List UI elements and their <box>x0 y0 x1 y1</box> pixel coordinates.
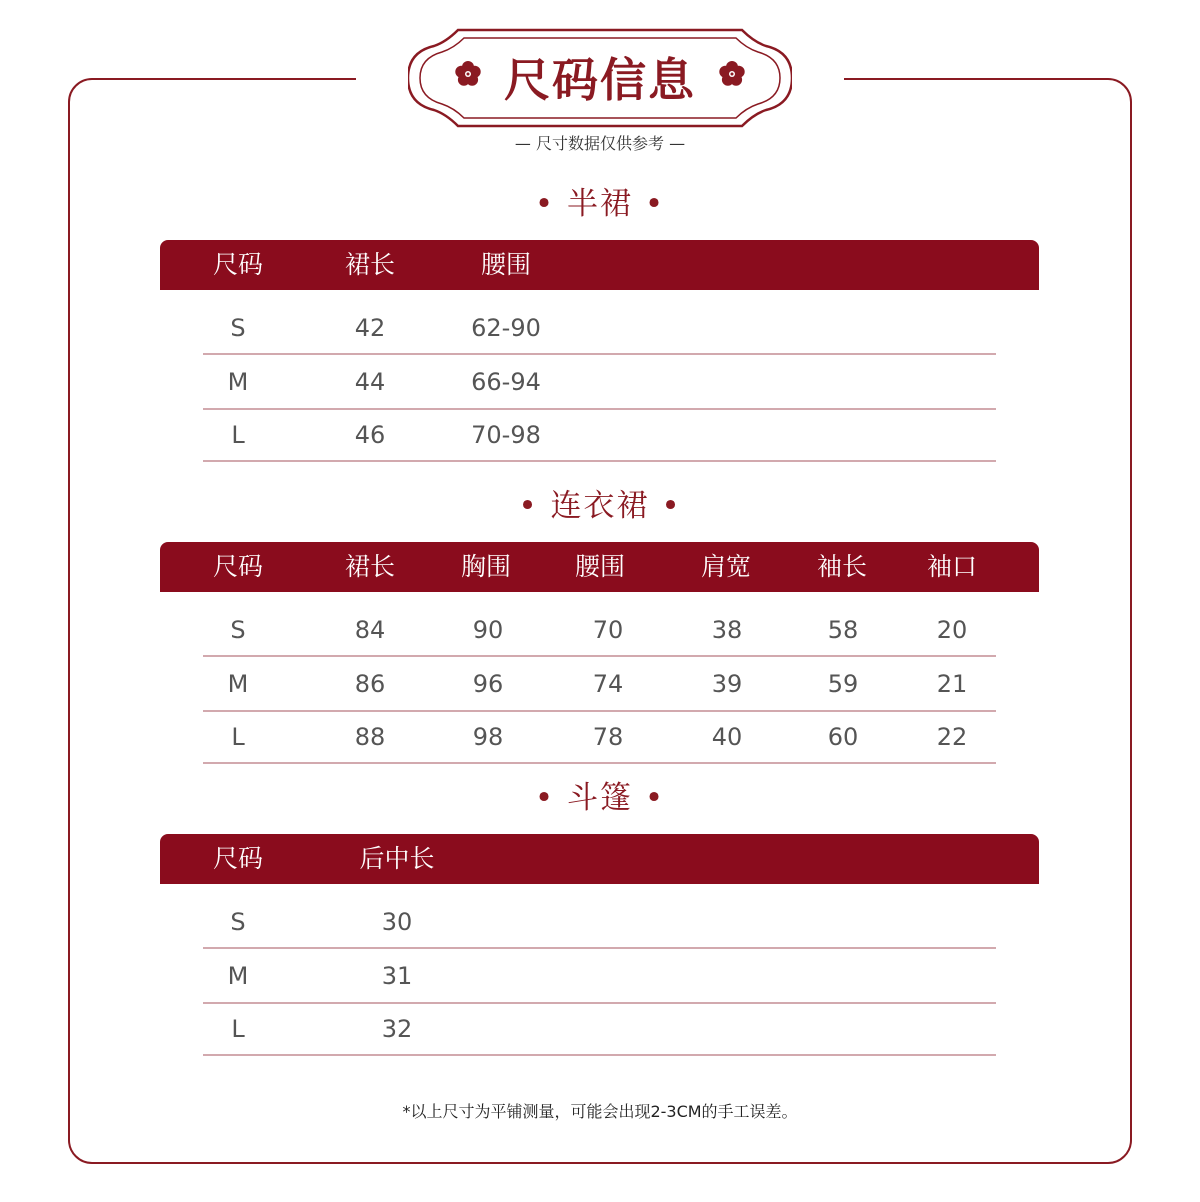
table-header <box>160 240 1039 290</box>
table-cell: 88 <box>354 723 386 751</box>
table-cell: 44 <box>354 368 386 396</box>
column-header: 裙长 <box>344 250 396 279</box>
column-header: 后中长 <box>359 844 435 873</box>
page-title: 尺码信息 <box>504 53 696 107</box>
table-cell: 74 <box>592 670 624 698</box>
table-cell: 66-94 <box>471 368 541 396</box>
table-cell: 90 <box>472 616 504 644</box>
column-header: 尺码 <box>212 250 264 279</box>
table-cell: 31 <box>381 962 413 990</box>
table-cell: 70 <box>592 616 624 644</box>
table-cell: 96 <box>472 670 504 698</box>
table-cell: 42 <box>354 314 386 342</box>
page-subtitle: — 尺寸数据仅供参考 — <box>514 134 686 153</box>
row-divider <box>203 408 996 410</box>
table-header <box>160 834 1039 884</box>
section-title: • 斗篷 • <box>534 780 666 816</box>
table-cell: 40 <box>711 723 743 751</box>
row-divider <box>203 460 996 462</box>
footnote: *以上尺寸为平铺测量，可能会出现2-3CM的手工误差。 <box>402 1102 798 1121</box>
row-divider <box>203 762 996 764</box>
size-label: S <box>230 908 246 936</box>
table-cell: 39 <box>711 670 743 698</box>
table-cell: 22 <box>936 723 968 751</box>
size-label: M <box>227 368 249 396</box>
table-cell: 98 <box>472 723 504 751</box>
size-label: L <box>231 421 245 449</box>
size-label: S <box>230 616 246 644</box>
section-title: • 半裙 • <box>534 186 666 222</box>
table-cell: 60 <box>827 723 859 751</box>
table-cell: 70-98 <box>471 421 541 449</box>
table-cell: 38 <box>711 616 743 644</box>
column-header: 裙长 <box>344 552 396 581</box>
row-divider <box>203 655 996 657</box>
column-header: 尺码 <box>212 552 264 581</box>
size-label: S <box>230 314 246 342</box>
row-divider <box>203 710 996 712</box>
table-cell: 62-90 <box>471 314 541 342</box>
size-label: M <box>227 962 249 990</box>
section-title: • 连衣裙 • <box>518 488 682 524</box>
column-header: 胸围 <box>460 552 512 581</box>
row-divider <box>203 947 996 949</box>
table-header <box>160 542 1039 592</box>
table-cell: 84 <box>354 616 386 644</box>
table-cell: 30 <box>381 908 413 936</box>
table-cell: 20 <box>936 616 968 644</box>
table-cell: 32 <box>381 1015 413 1043</box>
table-cell: 86 <box>354 670 386 698</box>
size-label: M <box>227 670 249 698</box>
column-header: 腰围 <box>480 250 532 279</box>
column-header: 袖口 <box>926 552 978 581</box>
table-cell: 46 <box>354 421 386 449</box>
size-label: L <box>231 723 245 751</box>
table-cell: 58 <box>827 616 859 644</box>
table-cell: 78 <box>592 723 624 751</box>
table-cell: 21 <box>936 670 968 698</box>
column-header: 腰围 <box>574 552 626 581</box>
column-header: 肩宽 <box>700 552 752 581</box>
row-divider <box>203 353 996 355</box>
row-divider <box>203 1054 996 1056</box>
column-header: 尺码 <box>212 844 264 873</box>
table-cell: 59 <box>827 670 859 698</box>
row-divider <box>203 1002 996 1004</box>
column-header: 袖长 <box>816 552 868 581</box>
size-label: L <box>231 1015 245 1043</box>
